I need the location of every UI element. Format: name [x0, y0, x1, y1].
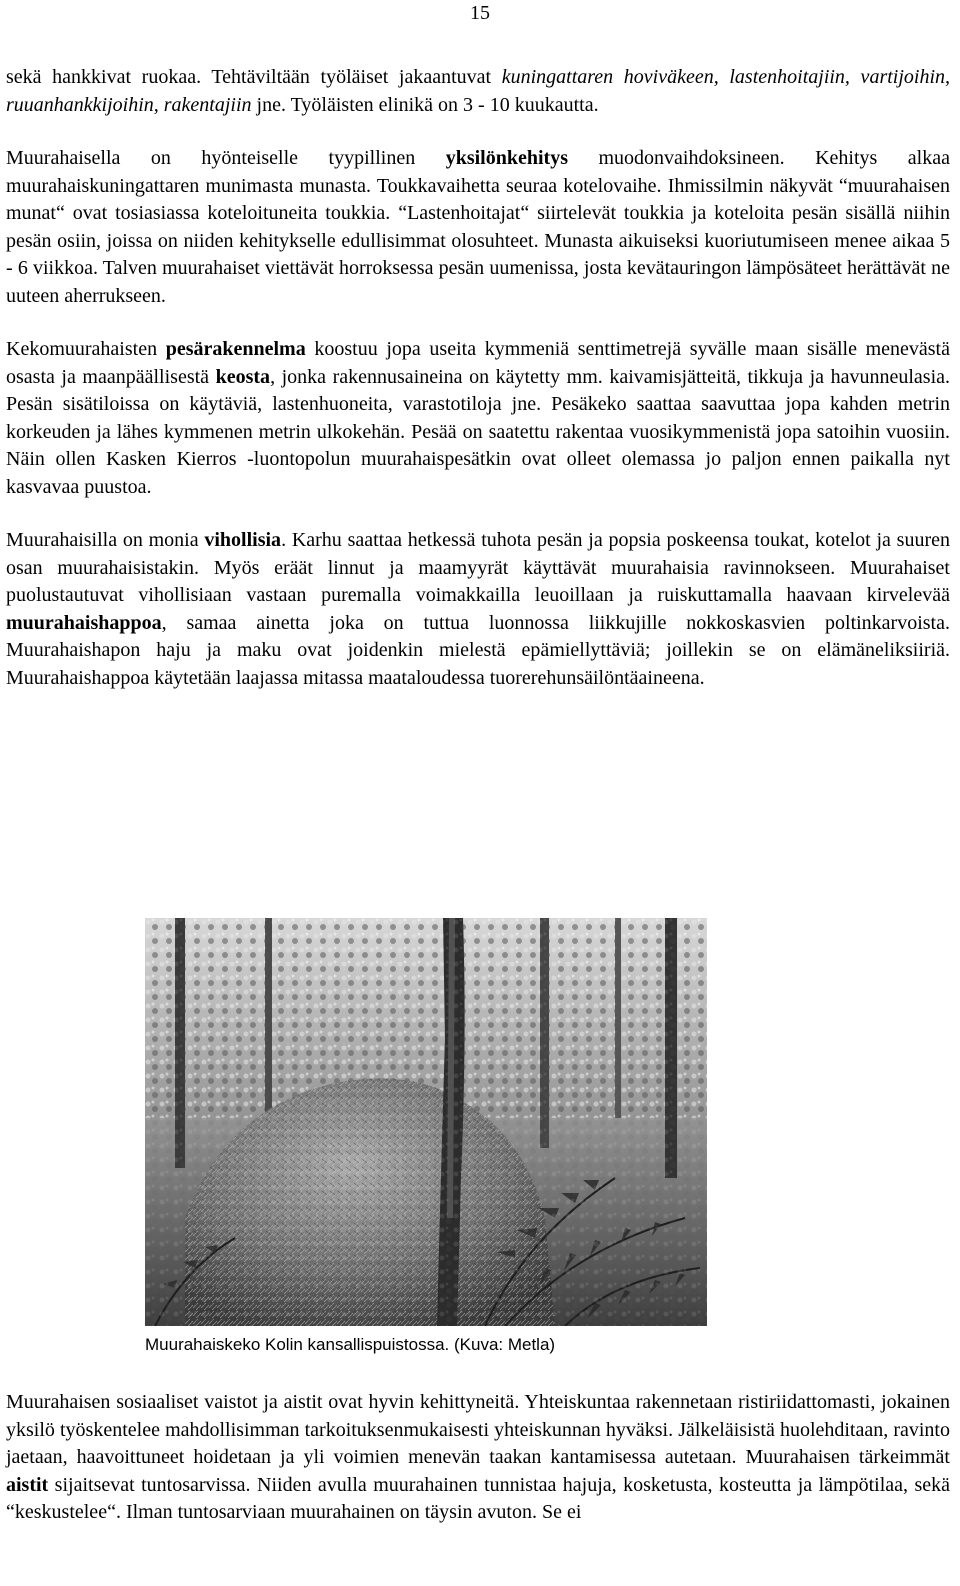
text-span: Kekomuurahaisten: [6, 338, 166, 360]
paragraph-workers: [6, 64, 950, 119]
text-span: , jonka rakennusaineina on käytetty mm. kaivamisjätteitä, tikkuja ja havunneulasia. Pesän sisätiloissa on käytäviä, lastenhuoneita, varastotiloja jne. Pesäkeko saattaa saavuttaa jopa kahden metrin korkeuden ja lähes kymmenen metrin ulkokehän. Pesää on saatettu rakentaa vuosikymmenistä jopa satoihin vuosiin. Näin ollen Kasken Kierros -luontopolun muurahaispesätkin ovat olleet olemassa jo paljon ennen paikalla nyt kasvavaa puustoa.: [6, 365, 951, 498]
text-span: . Karhu saattaa hetkessä tuhota pesän ja popsia poskeensa toukat, kotelot ja suuren osan muurahaisistakin. Myös eräät linnut ja maamyyrät käyttävät muurahaisia ravinnokseen. Muurahaiset puolustautuvat vihollisiaan vastaan puremalla voimakkailla leuoillaan ja ruiskuttamalla haavaan kirvelevää: [6, 529, 950, 606]
anthill-photo: [145, 918, 707, 1326]
body-text: [6, 64, 950, 692]
text-span: Muurahaisen sosiaaliset vaistot ja aistit ovat hyvin kehittyneitä. Yhteiskuntaa rakennetaan ristiriidattomasti, jokainen yksilö työskentelee mahdollisimman tarkoituksenmukaisesti yhteiskunnan hyväksi. Jälkeläisistä huolehditaan, ravinto jaetaan, haavoittuneet hoidetaan ja yli voimien menevän taakan kantamisessa autetaan. Muurahaisen tärkeimmät: [6, 1391, 950, 1468]
bold-term: aistit: [6, 1473, 49, 1496]
text-span: muodonvaihdoksineen. Kehitys alkaa muurahaiskuningattaren munimasta munasta. Toukkavaihetta seuraa kotelovaihe. Ihmissilmin näkyvät “muurahaisen munat“ ovat tosiasiassa koteloituneita toukkia. “Lastenhoitajat“ siirtelevät toukkia ja koteloita pesän sisällä niihin pesän osiin, joissa on niiden kehitykselle edullisimmat olosuhteet. Munasta aikuiseksi kuoriutumiseen menee aikaa 5 - 6 viikkoa. Talven muurahaiset viettävät horroksessa pesän uumenissa, josta kevätauringon lämpösäteet herättävät ne uuteen aherrukseen.: [6, 147, 950, 307]
text-span: koostuu jopa useita kymmeniä senttimetrejä syvälle maan sisälle menevästä osasta ja maanpäällisestä: [6, 338, 950, 388]
text-span: Muurahaisella on hyönteiselle tyypillinen: [6, 147, 446, 169]
bold-term: muurahaishappoa: [6, 611, 162, 634]
paragraph-development: [6, 145, 950, 310]
text-span: Muurahaisilla on monia: [6, 529, 205, 551]
italic-term: kuningattaren hoviväkeen, lastenhoitajiin, vartijoihin, ruuanhankkijoihin, rakentajiin: [6, 66, 951, 116]
bold-term: keosta: [215, 365, 271, 388]
paragraph-nest: [6, 336, 950, 501]
text-span: , samaa ainetta joka on tuttua luonnossa liikkujille nokkoskasvien poltinkarvoista. Muurahaishapon haju ja maku ovat joidenkin mielestä epämiellyttäviä; joillekin se on elämäneliksiiriä. Muurahaishappoa käytetään laajassa mitassa maataloudessa tuorerehunsäilöntäaineena.: [6, 611, 950, 689]
text-span: jne. Työläisten elinikä on 3 - 10 kuukautta.: [251, 93, 599, 116]
paragraph-enemies: [6, 527, 950, 692]
text-span: sekä hankkivat ruokaa. Tehtäviltään työläiset jakaantuvat: [6, 66, 502, 88]
page-number: 15: [470, 2, 490, 24]
text-span: sijaitsevat tuntosarvissa. Niiden avulla muurahainen tunnistaa hajuja, kosketusta, kosteutta ja lämpötilaa, sekä “keskustelee“. Ilman tuntosarviaan muurahainen on täysin avuton. Se ei: [6, 1473, 950, 1523]
body-text-continued: [6, 1389, 950, 1527]
figure-caption: Muurahaiskeko Kolin kansallispuistossa. (Kuva: Metla): [145, 1335, 556, 1354]
bold-term: vihollisia: [204, 529, 282, 551]
bold-term: pesärakennelma: [165, 338, 306, 360]
paragraph-senses: [6, 1389, 950, 1527]
bold-term: yksilönkehitys: [445, 147, 568, 169]
